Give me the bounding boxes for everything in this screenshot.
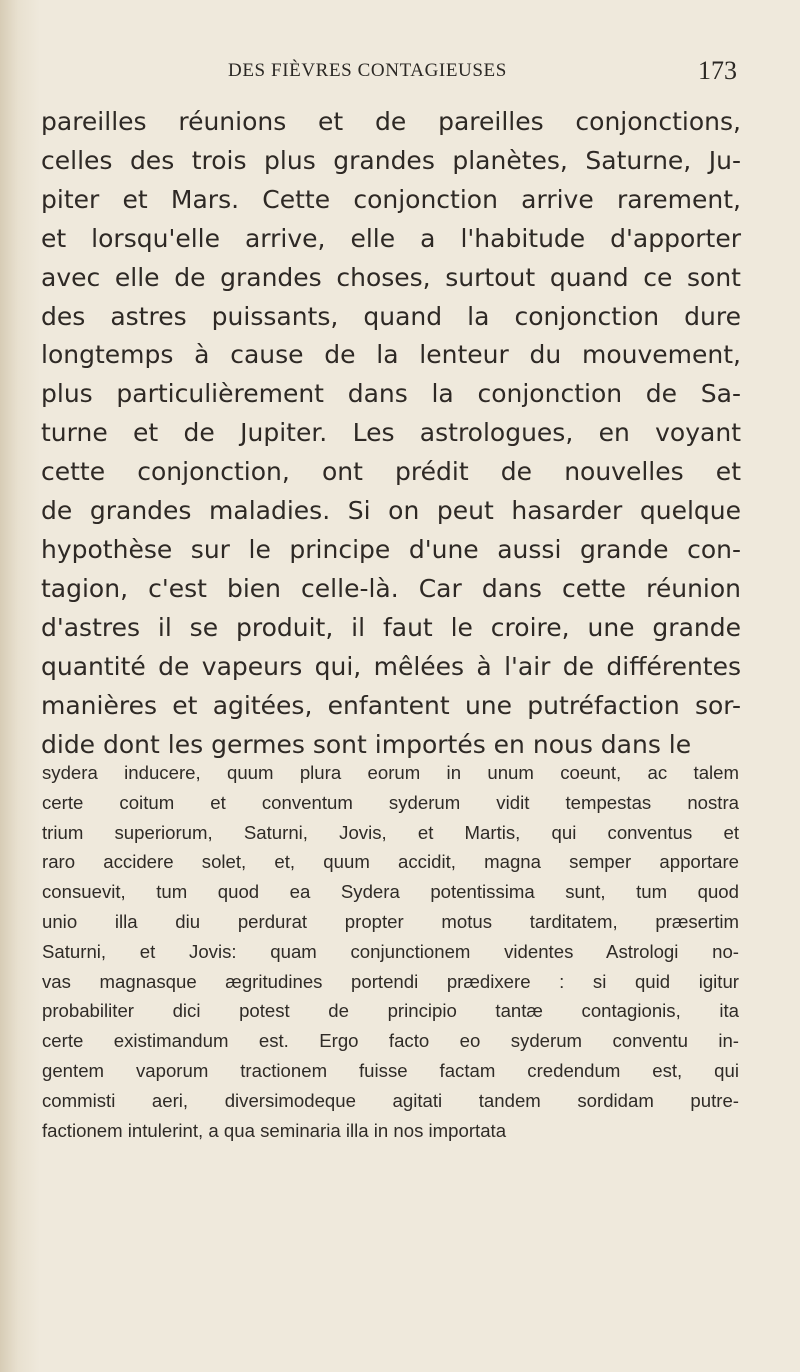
french-line: avec elle de grandes choses, surtout quand ce sont	[41, 262, 741, 292]
page-number: 173	[698, 56, 737, 85]
french-line: piter et Mars. Cette conjonction arrive rarement,	[41, 184, 741, 214]
french-line: et lorsqu'elle arrive, elle a l'habitude d'apporter	[41, 223, 741, 253]
latin-line: gentem vaporum tractionem fuisse factam credendum est, qui	[42, 1059, 739, 1081]
french-line: tagion, c'est bien celle-là. Car dans cette réunion	[41, 573, 741, 603]
french-line: celles des trois plus grandes planètes, Saturne, Ju-	[41, 145, 741, 175]
french-line: des astres puissants, quand la conjonction dure	[41, 301, 741, 331]
latin-line: factionem intulerint, a qua seminaria illa in nos importata	[42, 1119, 507, 1141]
latin-line: unio illa diu perdurat propter motus tarditatem, præsertim	[42, 910, 739, 932]
french-line: d'astres il se produit, il faut le croire, une grande	[41, 612, 741, 642]
french-line: dide dont les germes sont importés en nous dans le	[41, 729, 692, 759]
latin-line: trium superiorum, Saturni, Jovis, et Martis, qui conventus et	[42, 821, 739, 843]
french-line: manières et agitées, enfantent une putréfaction sor-	[41, 690, 741, 720]
french-line: turne et de Jupiter. Les astrologues, en voyant	[41, 418, 741, 448]
latin-line: consuevit, tum quod ea Sydera potentissima sunt, tum quod	[42, 881, 739, 903]
latin-line: Saturni, et Jovis: quam conjunctionem videntes Astrologi no-	[42, 940, 739, 962]
latin-line: vas magnasque ægritudines portendi prædixere : si quid igitur	[42, 970, 739, 992]
french-line: cette conjonction, ont prédit de nouvelles et	[41, 457, 741, 487]
french-paragraph	[41, 103, 741, 764]
latin-line: certe coitum et conventum syderum vidit tempestas nostra	[42, 791, 739, 813]
running-title: DES FIÈVRES CONTAGIEUSES	[228, 60, 507, 81]
latin-line: commisti aeri, diversimodeque agitati tandem sordidam putre-	[42, 1089, 739, 1111]
latin-line: certe existimandum est. Ergo facto eo syderum conventu in-	[42, 1030, 739, 1052]
page-header	[0, 56, 800, 90]
french-line: pareilles réunions et de pareilles conjonctions,	[41, 107, 741, 136]
latin-line: raro accidere solet, et, quum accidit, magna semper apportare	[42, 851, 739, 873]
french-line: plus particulièrement dans la conjonction de Sa-	[41, 379, 741, 409]
latin-line: sydera inducere, quum plura eorum in unum coeunt, ac talem	[42, 762, 739, 783]
french-line: quantité de vapeurs qui, mêlées à l'air de différentes	[41, 651, 741, 681]
latin-footnote	[42, 758, 739, 1145]
french-line: hypothèse sur le principe d'une aussi grande con-	[41, 534, 741, 564]
french-line: longtemps à cause de la lenteur du mouvement,	[41, 340, 741, 370]
french-line: de grandes maladies. Si on peut hasarder quelque	[41, 496, 741, 526]
latin-line: probabiliter dici potest de principio tantæ contagionis, ita	[42, 1000, 739, 1022]
